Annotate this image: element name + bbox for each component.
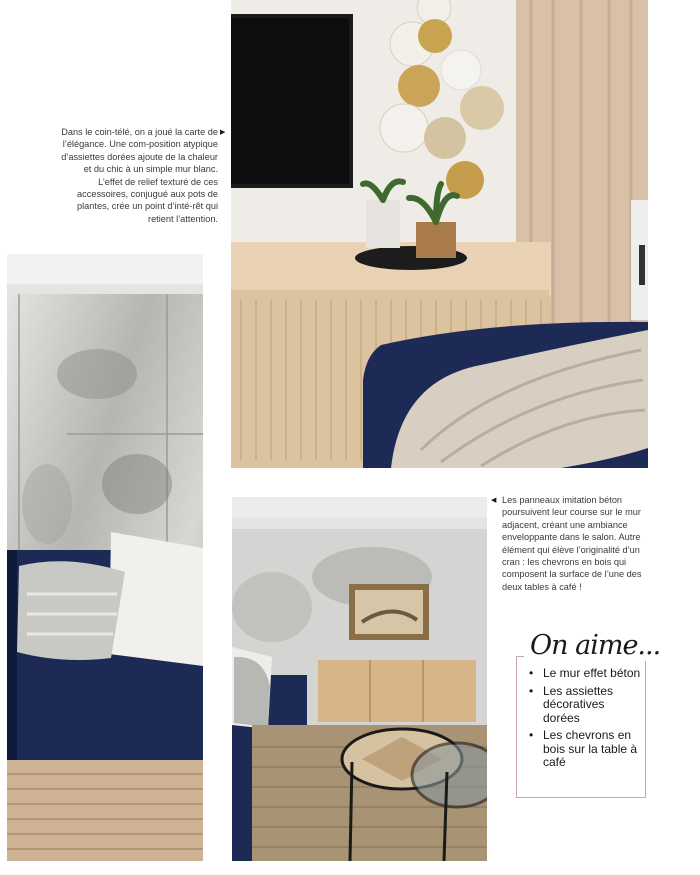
photo-concrete-wall-sofa bbox=[7, 254, 203, 861]
caption-arrow-right-icon: ▶ bbox=[220, 129, 226, 136]
caption-concrete-panels: Les panneaux imitation béton poursuivent leur course sur le mur adjacent, créant une ambiance enveloppante dans le salon. Autre élément qui élève l’originalité d’un cran : les chevrons en bois qui composent la surface de l’une des deux tables à café ! bbox=[502, 495, 642, 592]
likes-item: • Les assiettes décoratives dorées bbox=[529, 685, 641, 726]
likes-title: On aime... bbox=[524, 630, 666, 661]
likes-box bbox=[516, 656, 646, 798]
concrete-wall-illustration bbox=[7, 254, 203, 861]
caption-arrow-left-icon: ◀ bbox=[491, 497, 497, 504]
tv-corner-illustration bbox=[231, 0, 648, 468]
caption-tv-corner: Dans le coin-télé, on a joué la carte de l’élégance. Une com-position atypique d’assiettes dorées ajoute de la chaleur et du chic à un simple mur blanc. L’effet de relief texturé de ces accessoires, conjugué aux pots de plantes, crée un point d’inté-rêt qui retient l’attention. bbox=[61, 127, 218, 224]
likes-list bbox=[529, 667, 641, 774]
photo-tv-corner bbox=[231, 0, 648, 468]
living-room-illustration bbox=[232, 497, 487, 861]
photo-living-room bbox=[232, 497, 487, 861]
likes-item: • Le mur effet béton bbox=[529, 667, 641, 681]
likes-item: • Les chevrons en bois sur la table à café bbox=[529, 729, 641, 770]
